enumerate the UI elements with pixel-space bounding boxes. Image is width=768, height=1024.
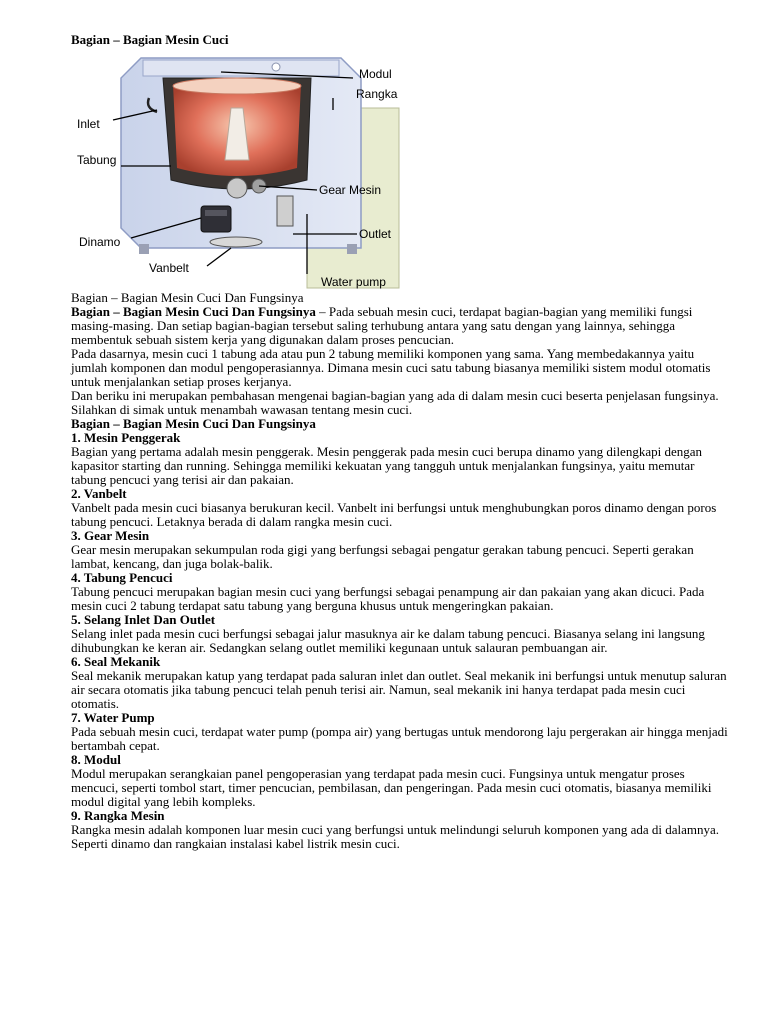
section-heading: Bagian – Bagian Mesin Cuci Dan Fungsinya <box>71 416 316 431</box>
item-text: Vanbelt pada mesin cuci biasanya berukuran kecil. Vanbelt ini berfungsi untuk menghubungkan poros dinamo dengan poros tabung pencuci. Letaknya berada di dalam rangka mesin cuci. <box>71 500 717 529</box>
document-title: Bagian – Bagian Mesin Cuci <box>71 32 229 47</box>
label-vanbelt: Vanbelt <box>149 261 189 275</box>
leg-right <box>347 244 357 254</box>
paragraph-2: Pada dasarnya, mesin cuci 1 tabung ada atau pun 2 tabung memiliki komponen yang sama. Yang membedakannya yaitu jumlah komponen dan modul pengoperasiannya. Dimana mesin cuci satu tabung biasanya memiliki sistem modul otomatis untuk menjalankan setiap proses kerjanya. <box>71 346 711 389</box>
motor <box>201 206 231 232</box>
item-heading: 6. Seal Mekanik <box>71 654 161 669</box>
label-tabung: Tabung <box>77 153 117 167</box>
control-knob <box>272 63 280 71</box>
document-content <box>71 33 731 851</box>
label-rangka: Rangka <box>356 87 398 101</box>
diagram-svg <box>71 48 425 290</box>
label-waterpump: Water pump <box>321 275 386 289</box>
item-text: Seal mekanik merupakan katup yang terdapat pada saluran inlet dan outlet. Seal mekanik ini berfungsi untuk menutup saluran air secara otomatis jika tabung pencuci telah penuh terisi air. Namun, seal mekanik ini hanya terdapat pada mesin cuci otomatis. <box>71 668 727 711</box>
item-text: Modul merupakan serangkaian panel pengoperasian yang terdapat pada mesin cuci. Fungsinya untuk mengatur proses mencuci, seperti tombol start, timer pencucian, pembilasan, dan pengeringan. Pada mesin cuci otomatis, biasanya memiliki modul digital yang lebih kompleks. <box>71 766 712 809</box>
leg-left <box>139 244 149 254</box>
item-heading: 4. Tabung Pencuci <box>71 570 173 585</box>
item-heading: 7. Water Pump <box>71 710 155 725</box>
item-heading: 2. Vanbelt <box>71 486 127 501</box>
label-dinamo: Dinamo <box>79 235 121 249</box>
gear-assembly <box>227 178 247 198</box>
item-heading: 8. Modul <box>71 752 121 767</box>
label-outlet: Outlet <box>359 227 392 241</box>
label-modul: Modul <box>359 67 392 81</box>
figure-caption: Bagian – Bagian Mesin Cuci Dan Fungsinya <box>71 290 304 305</box>
parts-list <box>71 431 731 851</box>
item-text: Bagian yang pertama adalah mesin penggerak. Mesin penggerak pada mesin cuci berupa dinamo yang dilengkapi dengan kapasitor starting dan running. Sehingga memiliki kekuatan yang tangguh untuk menjalankan fungsinya, yaitu memutar tabung pencuci yang terisi air dan pakaian. <box>71 444 703 487</box>
item-heading: 5. Selang Inlet Dan Outlet <box>71 612 216 627</box>
item-text: Pada sebuah mesin cuci, terdapat water pump (pompa air) yang bertugas untuk mendorong laju pergerakan air hingga menjadi bertambah cepat. <box>71 724 728 753</box>
label-inlet: Inlet <box>77 117 100 131</box>
item-text: Selang inlet pada mesin cuci berfungsi sebagai jalur masuknya air ke dalam tabung pencuci. Biasanya selang ini langsung dihubungkan ke keran air. Sedangkan selang outlet memiliki kegunaan untuk salauran pembuangan air. <box>71 626 705 655</box>
item-heading: 9. Rangka Mesin <box>71 808 165 823</box>
item-text: Rangka mesin adalah komponen luar mesin cuci yang berfungsi untuk melindungi seluruh komponen yang ada di dalamnya. Seperti dinamo dan rangkaian instalasi kabel listrik mesin cuci. <box>71 822 720 851</box>
item-text: Tabung pencuci merupakan bagian mesin cuci yang berfungsi sebagai penampung air dan pakaian yang akan dicuci. Pada mesin cuci 2 tabung terdapat satu tabung yang berguna khusus untuk mengeringkan pakaian. <box>71 584 705 613</box>
item-text: Gear mesin merupakan sekumpulan roda gigi yang berfungsi sebagai pengatur gerakan tabung pencuci. Seperti gerakan lambat, kencang, dan juga bolak-balik. <box>71 542 694 571</box>
intro-text: – Pada sebuah mesin cuci, terdapat bagian-bagian yang memiliki fungsi masing-masing. Dan setiap bagian-bagian tersebut saling terhubung antara yang satu dengan yang lainnya, sehingga membentuk sebuah sistem kerja yang digunakan dalam proses pencucian. <box>71 304 693 347</box>
motor-detail <box>205 210 227 216</box>
pump-body <box>277 196 293 226</box>
intro-paragraph <box>71 305 731 347</box>
intro-bold: Bagian – Bagian Mesin Cuci Dan Fungsinya <box>71 304 316 319</box>
control-panel <box>143 60 339 76</box>
item-heading: 3. Gear Mesin <box>71 528 150 543</box>
washing-machine-diagram <box>71 48 425 290</box>
item-heading: 1. Mesin Penggerak <box>71 430 181 445</box>
paragraph-3: Dan beriku ini merupakan pembahasan mengenai bagian-bagian yang ada di dalam mesin cuci beserta penjelasan fungsinya. Silahkan di simak untuk menambah wawasan tentang mesin cuci. <box>71 388 719 417</box>
pulley <box>210 237 262 247</box>
drum-rim <box>173 78 301 94</box>
label-gear: Gear Mesin <box>319 183 382 197</box>
